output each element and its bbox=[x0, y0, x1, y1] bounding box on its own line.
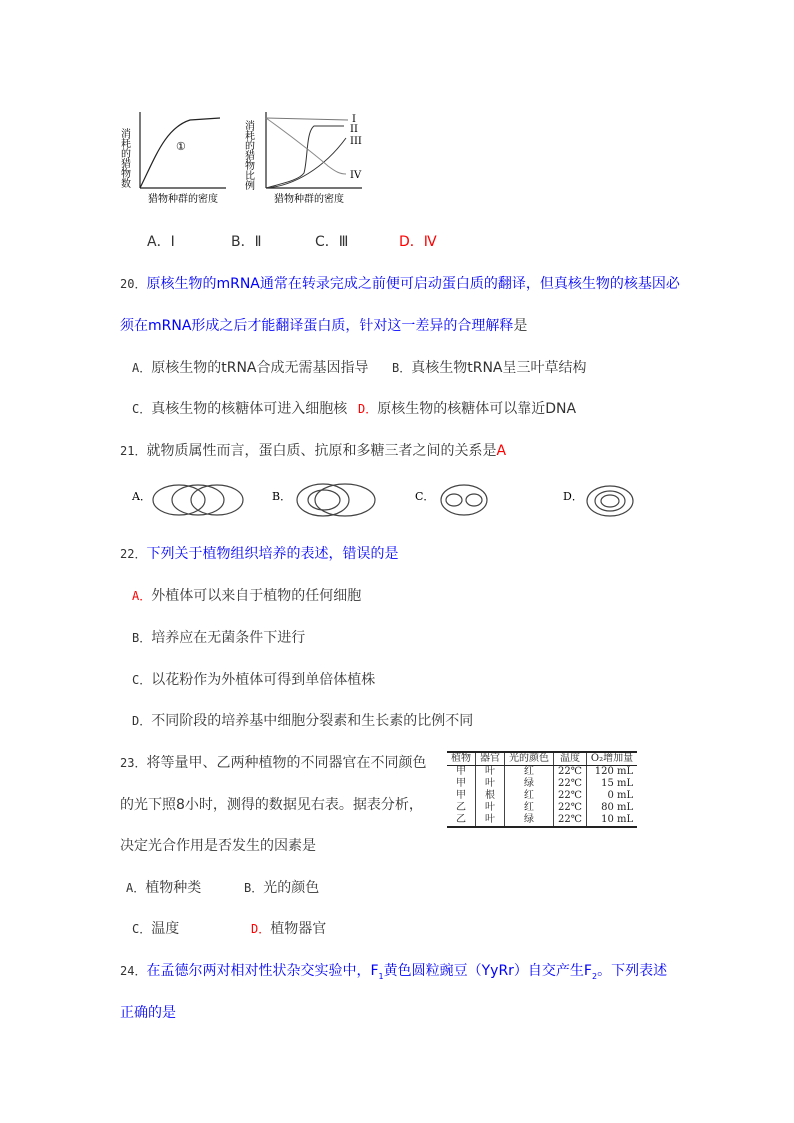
curve-label-2: II bbox=[350, 124, 358, 135]
option-letter: A． bbox=[132, 361, 152, 375]
q20-option-d bbox=[358, 400, 576, 418]
option-letter: D． bbox=[132, 714, 152, 728]
x-axis-label: 猎物种群的密度 bbox=[148, 194, 218, 205]
q20-option-a bbox=[132, 359, 369, 377]
option-letter: C． bbox=[132, 922, 152, 936]
y-axis-label: 消耗的猎物数 bbox=[118, 128, 130, 188]
option-text: 以花粉作为外植体可得到单倍体植株 bbox=[151, 672, 376, 688]
option-letter: B． bbox=[392, 361, 412, 375]
option-letter: B． bbox=[132, 631, 152, 645]
cell: 22℃ bbox=[554, 802, 587, 814]
q23-option-d bbox=[251, 920, 326, 938]
curve-label-4: IV bbox=[350, 170, 362, 181]
cell: 22℃ bbox=[554, 814, 587, 827]
table-row bbox=[447, 790, 637, 802]
text-part: 在孟德尔两对相对性状杂交实验中，F bbox=[146, 963, 379, 979]
table-header-row bbox=[447, 752, 637, 766]
option-letter: B． bbox=[244, 881, 264, 895]
option-a-diagram bbox=[153, 485, 243, 515]
question-text: 须在mRNA形成之后才能翻译蛋白质，针对这一差异的合理解释 bbox=[120, 318, 514, 334]
cell: 甲 bbox=[456, 778, 466, 789]
text-part: 。下列表述 bbox=[597, 963, 668, 979]
cell: 绿 bbox=[505, 814, 554, 827]
q19-option-a: A．Ⅰ bbox=[147, 234, 175, 250]
column-header: 器官 bbox=[476, 752, 505, 766]
option-text: 植物器官 bbox=[270, 921, 327, 937]
cell: 15 mL bbox=[586, 778, 637, 790]
graph-prey-consumed bbox=[120, 108, 230, 204]
option-text: 真核生物的核糖体可进入细胞核 bbox=[151, 401, 348, 417]
option-letter: C． bbox=[132, 402, 152, 416]
text-part: 黄色圆粒豌豆（YyRr）自交产生F bbox=[383, 963, 592, 979]
cell: 叶 bbox=[476, 778, 505, 790]
option-d-diagram bbox=[587, 486, 633, 516]
q23-option-a bbox=[126, 879, 201, 897]
q24-stem-line2: 正确的是 bbox=[120, 1005, 176, 1021]
question-number: 24． bbox=[120, 964, 147, 978]
q22-option-a bbox=[132, 587, 361, 605]
option-b-label: B． bbox=[272, 490, 292, 503]
option-text: 不同阶段的培养基中细胞分裂素和生长素的比例不同 bbox=[151, 713, 474, 729]
column-header: 温度 bbox=[554, 752, 587, 766]
cell: 乙 bbox=[456, 802, 466, 813]
cell: 叶 bbox=[476, 802, 505, 814]
cell: 叶 bbox=[476, 766, 505, 779]
question-number: 20． bbox=[120, 277, 147, 291]
question-number: 22． bbox=[120, 547, 147, 561]
table-row bbox=[447, 814, 637, 827]
option-text: 光的颜色 bbox=[263, 880, 320, 896]
q20-stem-line2 bbox=[120, 317, 527, 335]
option-c-label: C． bbox=[415, 490, 435, 503]
q20-option-b bbox=[392, 359, 587, 377]
cell: 22℃ bbox=[554, 766, 587, 779]
y-axis-label: 消耗的猎物比例 bbox=[242, 120, 254, 190]
question-number: 21． bbox=[120, 444, 147, 458]
q23-option-b bbox=[244, 879, 319, 897]
q21-venn-options bbox=[120, 478, 660, 522]
graph-prey-proportion bbox=[244, 108, 368, 204]
x-axis-label: 猎物种群的密度 bbox=[274, 194, 344, 205]
option-text: 原核生物的核糖体可以靠近DNA bbox=[377, 401, 577, 417]
question-text-tail: 是 bbox=[513, 318, 528, 334]
option-a-label: A． bbox=[132, 490, 151, 503]
cell: 22℃ bbox=[554, 790, 587, 802]
cell: 红 bbox=[505, 802, 554, 814]
question-text: 下列关于植物组织培养的表述，错误的是 bbox=[146, 546, 399, 562]
cell: 红 bbox=[505, 766, 554, 779]
table-row bbox=[447, 778, 637, 790]
option-text: 温度 bbox=[151, 921, 180, 937]
q22-option-c bbox=[132, 671, 375, 689]
table-row bbox=[447, 802, 637, 814]
cell: 乙 bbox=[456, 814, 466, 825]
subscript: 1 bbox=[378, 971, 384, 981]
cell: 叶 bbox=[476, 814, 505, 827]
q23-stem-line1 bbox=[120, 754, 426, 772]
option-letter: C． bbox=[132, 673, 152, 687]
option-b-diagram bbox=[297, 484, 375, 516]
option-letter: A． bbox=[132, 589, 152, 603]
question-text: 就物质属性而言，蛋白质、抗原和多糖三者之间的关系是 bbox=[146, 443, 497, 459]
question-text bbox=[146, 963, 667, 979]
cell: 甲 bbox=[456, 766, 466, 777]
cell: 10 mL bbox=[586, 814, 637, 827]
q23-stem-line3: 决定光合作用是否发生的因素是 bbox=[120, 838, 316, 854]
curve-marker: ① bbox=[176, 140, 186, 153]
cell: 根 bbox=[476, 790, 505, 802]
option-text: 植物种类 bbox=[145, 880, 202, 896]
q23-stem-line2: 的光下照8小时，测得的数据见右表。据表分析， bbox=[120, 797, 423, 813]
q21-stem bbox=[120, 442, 506, 460]
question-text: 将等量甲、乙两种植物的不同器官在不同颜色 bbox=[146, 755, 427, 771]
column-header: 光的颜色 bbox=[505, 752, 554, 766]
option-c-diagram bbox=[441, 485, 487, 515]
cell: 120 mL bbox=[586, 766, 637, 779]
question-number: 23． bbox=[120, 756, 147, 770]
option-letter: D． bbox=[251, 922, 271, 936]
option-text: 真核生物tRNA呈三叶草结构 bbox=[411, 360, 587, 376]
q19-option-b: B．Ⅱ bbox=[231, 234, 262, 250]
option-letter: D． bbox=[358, 402, 378, 416]
option-d-label: D． bbox=[563, 490, 583, 503]
q19-option-c: C．Ⅲ bbox=[315, 234, 349, 250]
cell: 红 bbox=[505, 790, 554, 802]
column-header: O₂增加量 bbox=[586, 752, 637, 766]
table-row bbox=[447, 766, 637, 779]
cell: 甲 bbox=[456, 790, 466, 801]
q20-stem-line1 bbox=[120, 275, 680, 293]
cell: 绿 bbox=[505, 778, 554, 790]
q22-stem bbox=[120, 545, 398, 563]
option-letter: A． bbox=[126, 881, 146, 895]
q24-stem-line1 bbox=[120, 962, 667, 986]
option-text: 培养应在无菌条件下进行 bbox=[151, 630, 306, 646]
curve-label-1: I bbox=[352, 114, 356, 125]
q22-option-d bbox=[132, 712, 473, 730]
q23-data-table bbox=[447, 751, 637, 828]
q20-option-c bbox=[132, 400, 347, 418]
answer-mark: A bbox=[496, 443, 507, 459]
curve-label-3: III bbox=[350, 136, 362, 147]
option-text: 外植体可以来自于植物的任何细胞 bbox=[151, 588, 362, 604]
question-text: 原核生物的mRNA通常在转录完成之前便可启动蛋白质的翻译，但真核生物的核基因必 bbox=[146, 276, 680, 292]
q19-option-d: D．Ⅳ bbox=[399, 234, 437, 250]
q23-option-c bbox=[132, 920, 179, 938]
cell: 0 mL bbox=[586, 790, 637, 802]
subscript: 2 bbox=[591, 971, 598, 981]
q22-option-b bbox=[132, 629, 305, 647]
cell: 80 mL bbox=[586, 802, 637, 814]
cell: 22℃ bbox=[554, 778, 587, 790]
option-text: 原核生物的tRNA合成无需基因指导 bbox=[151, 360, 369, 376]
column-header: 植物 bbox=[447, 752, 476, 766]
